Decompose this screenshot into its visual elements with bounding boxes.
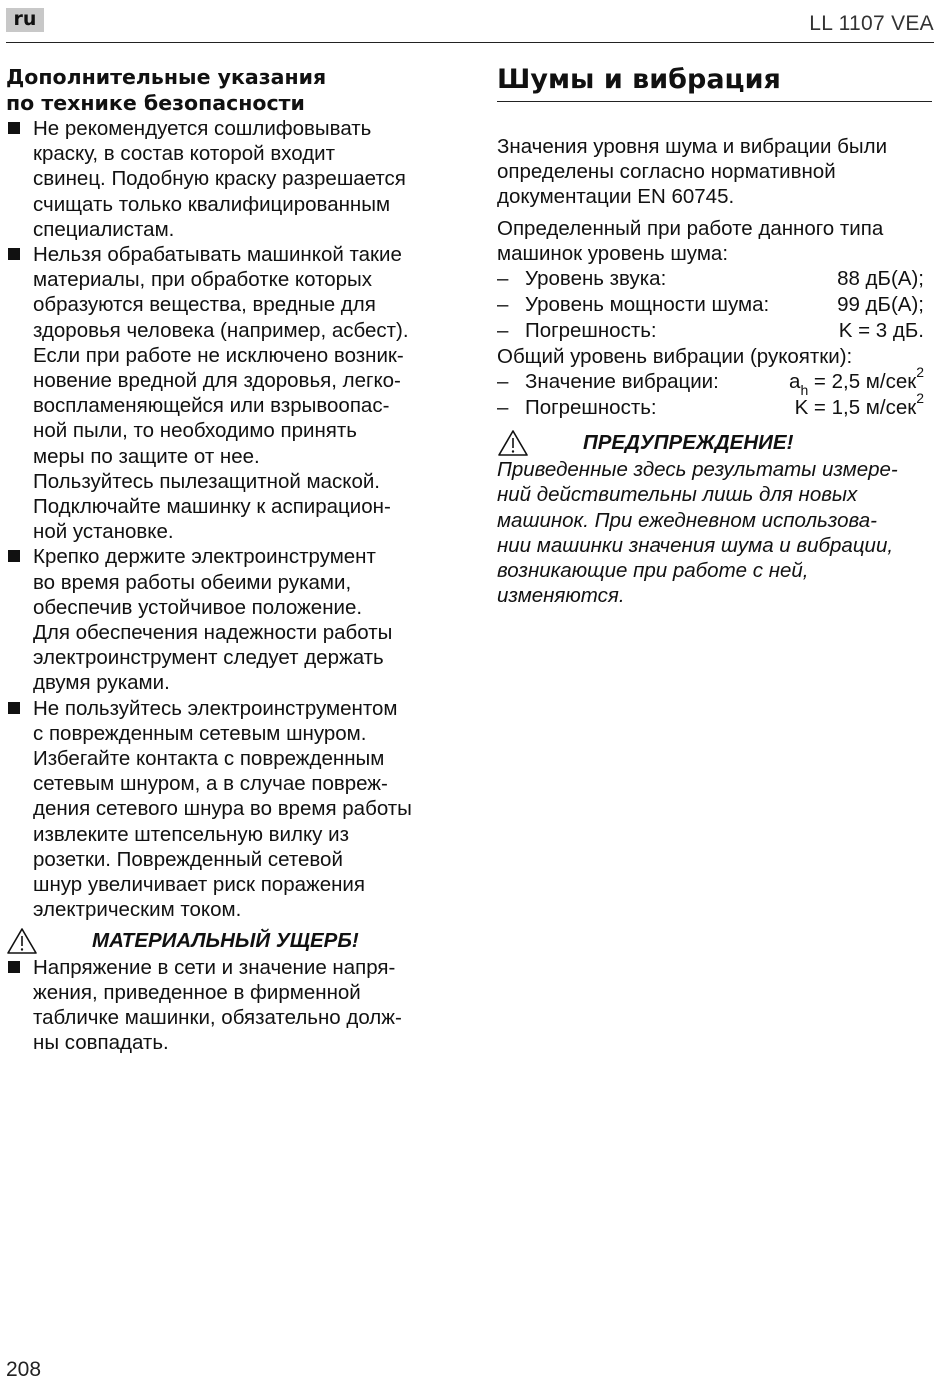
bullet-item xyxy=(6,955,446,1056)
dash-marker: – xyxy=(497,396,509,420)
safety-bullets xyxy=(6,116,446,923)
value-superscript: 2 xyxy=(916,364,924,381)
text-line: краску, в состав которой входит xyxy=(33,142,335,166)
text-line: материалы, при обработке которых xyxy=(33,268,373,292)
text-line: свинец. Подобную краску разрешается xyxy=(33,167,406,191)
bullet-square-icon xyxy=(8,961,20,973)
bullet-square-icon xyxy=(8,248,20,260)
text-line: меры по защите от нее. xyxy=(33,444,260,468)
text-line: изменяются. xyxy=(497,584,625,608)
spec-value xyxy=(789,364,924,399)
warning-text xyxy=(497,457,932,608)
spec-row xyxy=(497,266,932,292)
text-line: нии машинки значения шума и вибрации, xyxy=(497,533,894,557)
text-line: Определенный при работе данного типа xyxy=(497,216,884,240)
value-number: K = 1,5 м/сек xyxy=(794,396,917,420)
spec-label: Уровень звука: xyxy=(525,267,667,291)
vibration-heading: Общий уровень вибрации (рукоятки): xyxy=(497,345,853,369)
bullet-square-icon xyxy=(8,122,20,134)
heading-divider xyxy=(497,101,932,102)
text-line: двумя руками. xyxy=(33,671,170,695)
text-line: определены согласно нормативной xyxy=(497,160,836,184)
text-line: дения сетевого шнура во время работы xyxy=(33,797,412,821)
text-line: Напряжение в сети и значение напря- xyxy=(33,955,396,979)
bullet-item xyxy=(6,242,446,544)
spec-value xyxy=(794,390,924,421)
text-line: ной установке. xyxy=(33,520,174,544)
text-line: обеспечив устойчивое положение. xyxy=(33,595,363,619)
spec-row xyxy=(497,364,932,399)
spec-row xyxy=(497,390,932,421)
spec-value: 88 дБ(A); xyxy=(837,267,924,291)
model-number: LL 1107 VEA xyxy=(809,12,934,35)
text-line: новение вредной для здоровья, легко- xyxy=(33,369,401,393)
text-line: Нельзя обрабатывать машинкой такие xyxy=(33,243,402,267)
text-line: счищать только квалифицированным xyxy=(33,192,391,216)
warning-triangle-icon xyxy=(497,429,529,457)
noise-vibration-heading: Шумы и вибрация xyxy=(497,64,781,95)
value-number: = 2,5 м/сек xyxy=(808,370,917,394)
spec-value: K = 3 дБ. xyxy=(838,319,924,343)
text-line: машинок уровень шума: xyxy=(497,241,729,265)
page-number: 208 xyxy=(6,1358,42,1381)
spec-label: Значение вибрации: xyxy=(525,370,719,394)
safety-heading-line: по технике безопасности xyxy=(6,91,305,115)
text-line: возникающие при работе с ней, xyxy=(497,559,809,583)
text-line: Приведенные здесь результаты измере- xyxy=(497,458,898,482)
bullet-square-icon xyxy=(8,702,20,714)
spec-label: Уровень мощности шума: xyxy=(525,293,770,317)
text-line: табличке машинки, обязательно долж- xyxy=(33,1005,402,1029)
text-line: электрическим током. xyxy=(33,898,242,922)
dash-marker: – xyxy=(497,319,509,343)
bullet-square-icon xyxy=(8,550,20,562)
text-line: Значения уровня шума и вибрации были xyxy=(497,135,888,158)
standards-paragraph xyxy=(497,134,932,210)
value-subscript: h xyxy=(800,382,809,399)
text-line: Крепко держите электроинструмент xyxy=(33,545,376,569)
bullet-item xyxy=(6,696,446,923)
spec-row xyxy=(497,318,932,344)
text-line: ны совпадать. xyxy=(33,1031,169,1055)
text-line: шнур увеличивает риск поражения xyxy=(33,873,365,897)
text-line: Не пользуйтесь электроинструментом xyxy=(33,696,398,720)
dash-marker: – xyxy=(497,267,509,291)
text-line: образуются вещества, вредные для xyxy=(33,293,376,317)
warning-title: ПРЕДУПРЕЖДЕНИЕ! xyxy=(583,431,794,455)
header-divider xyxy=(6,42,934,43)
text-line: Пользуйтесь пылезащитной маской. xyxy=(33,469,380,493)
text-line: во время работы обеими руками, xyxy=(33,570,352,594)
language-badge: ru xyxy=(6,8,44,32)
warning-triangle-icon xyxy=(6,927,38,955)
dash-marker: – xyxy=(497,370,509,394)
caution-title: МАТЕРИАЛЬНЫЙ УЩЕРБ! xyxy=(92,928,359,952)
text-line: здоровья человека (например, асбест). xyxy=(33,318,409,342)
left-column xyxy=(6,64,446,1055)
bullet-item xyxy=(6,544,446,695)
spec-label: Погрешность: xyxy=(525,319,657,343)
text-line: машинок. При ежедневном использова- xyxy=(497,508,877,532)
value-superscript: 2 xyxy=(916,390,924,407)
text-line: электроинструмент следует держать xyxy=(33,646,384,670)
text-line: воспламеняющейся или взрывоопас- xyxy=(33,394,390,418)
text-line: извлеките штепсельную вилку из xyxy=(33,822,349,846)
spec-value: 99 дБ(A); xyxy=(837,293,924,317)
text-line: жения, приведенное в фирменной xyxy=(33,980,361,1004)
warning-header xyxy=(497,429,932,457)
text-line: Избегайте контакта с поврежденным xyxy=(33,747,385,771)
safety-heading xyxy=(6,64,446,116)
text-line: Не рекомендуется сошлифовывать xyxy=(33,117,372,140)
text-line: специалистам. xyxy=(33,217,175,241)
right-column xyxy=(497,64,932,608)
text-line: сетевым шнуром, а в случае повреж- xyxy=(33,772,388,796)
text-line: розетки. Поврежденный сетевой xyxy=(33,847,343,871)
noise-intro-paragraph xyxy=(497,216,932,266)
bullet-item xyxy=(6,116,446,242)
text-line: ной пыли, то необходимо принять xyxy=(33,419,357,443)
spec-row xyxy=(497,292,932,318)
spec-label: Погрешность: xyxy=(525,396,657,420)
text-line: ний действительны лишь для новых xyxy=(497,483,858,507)
dash-marker: – xyxy=(497,293,509,317)
safety-heading-line: Дополнительные указания xyxy=(6,65,327,89)
text-line: Для обеспечения надежности работы xyxy=(33,621,393,645)
noise-spec-list xyxy=(497,266,932,344)
text-line: Подключайте машинку к аспирацион- xyxy=(33,495,391,519)
vibration-spec-list xyxy=(497,364,932,421)
text-line: документации EN 60745. xyxy=(497,185,735,209)
text-line: с поврежденным сетевым шнуром. xyxy=(33,721,367,745)
caution-header xyxy=(6,927,446,955)
text-line: Если при работе не исключено возник- xyxy=(33,343,404,367)
value-symbol: a xyxy=(789,370,801,394)
caution-bullets xyxy=(6,955,446,1056)
